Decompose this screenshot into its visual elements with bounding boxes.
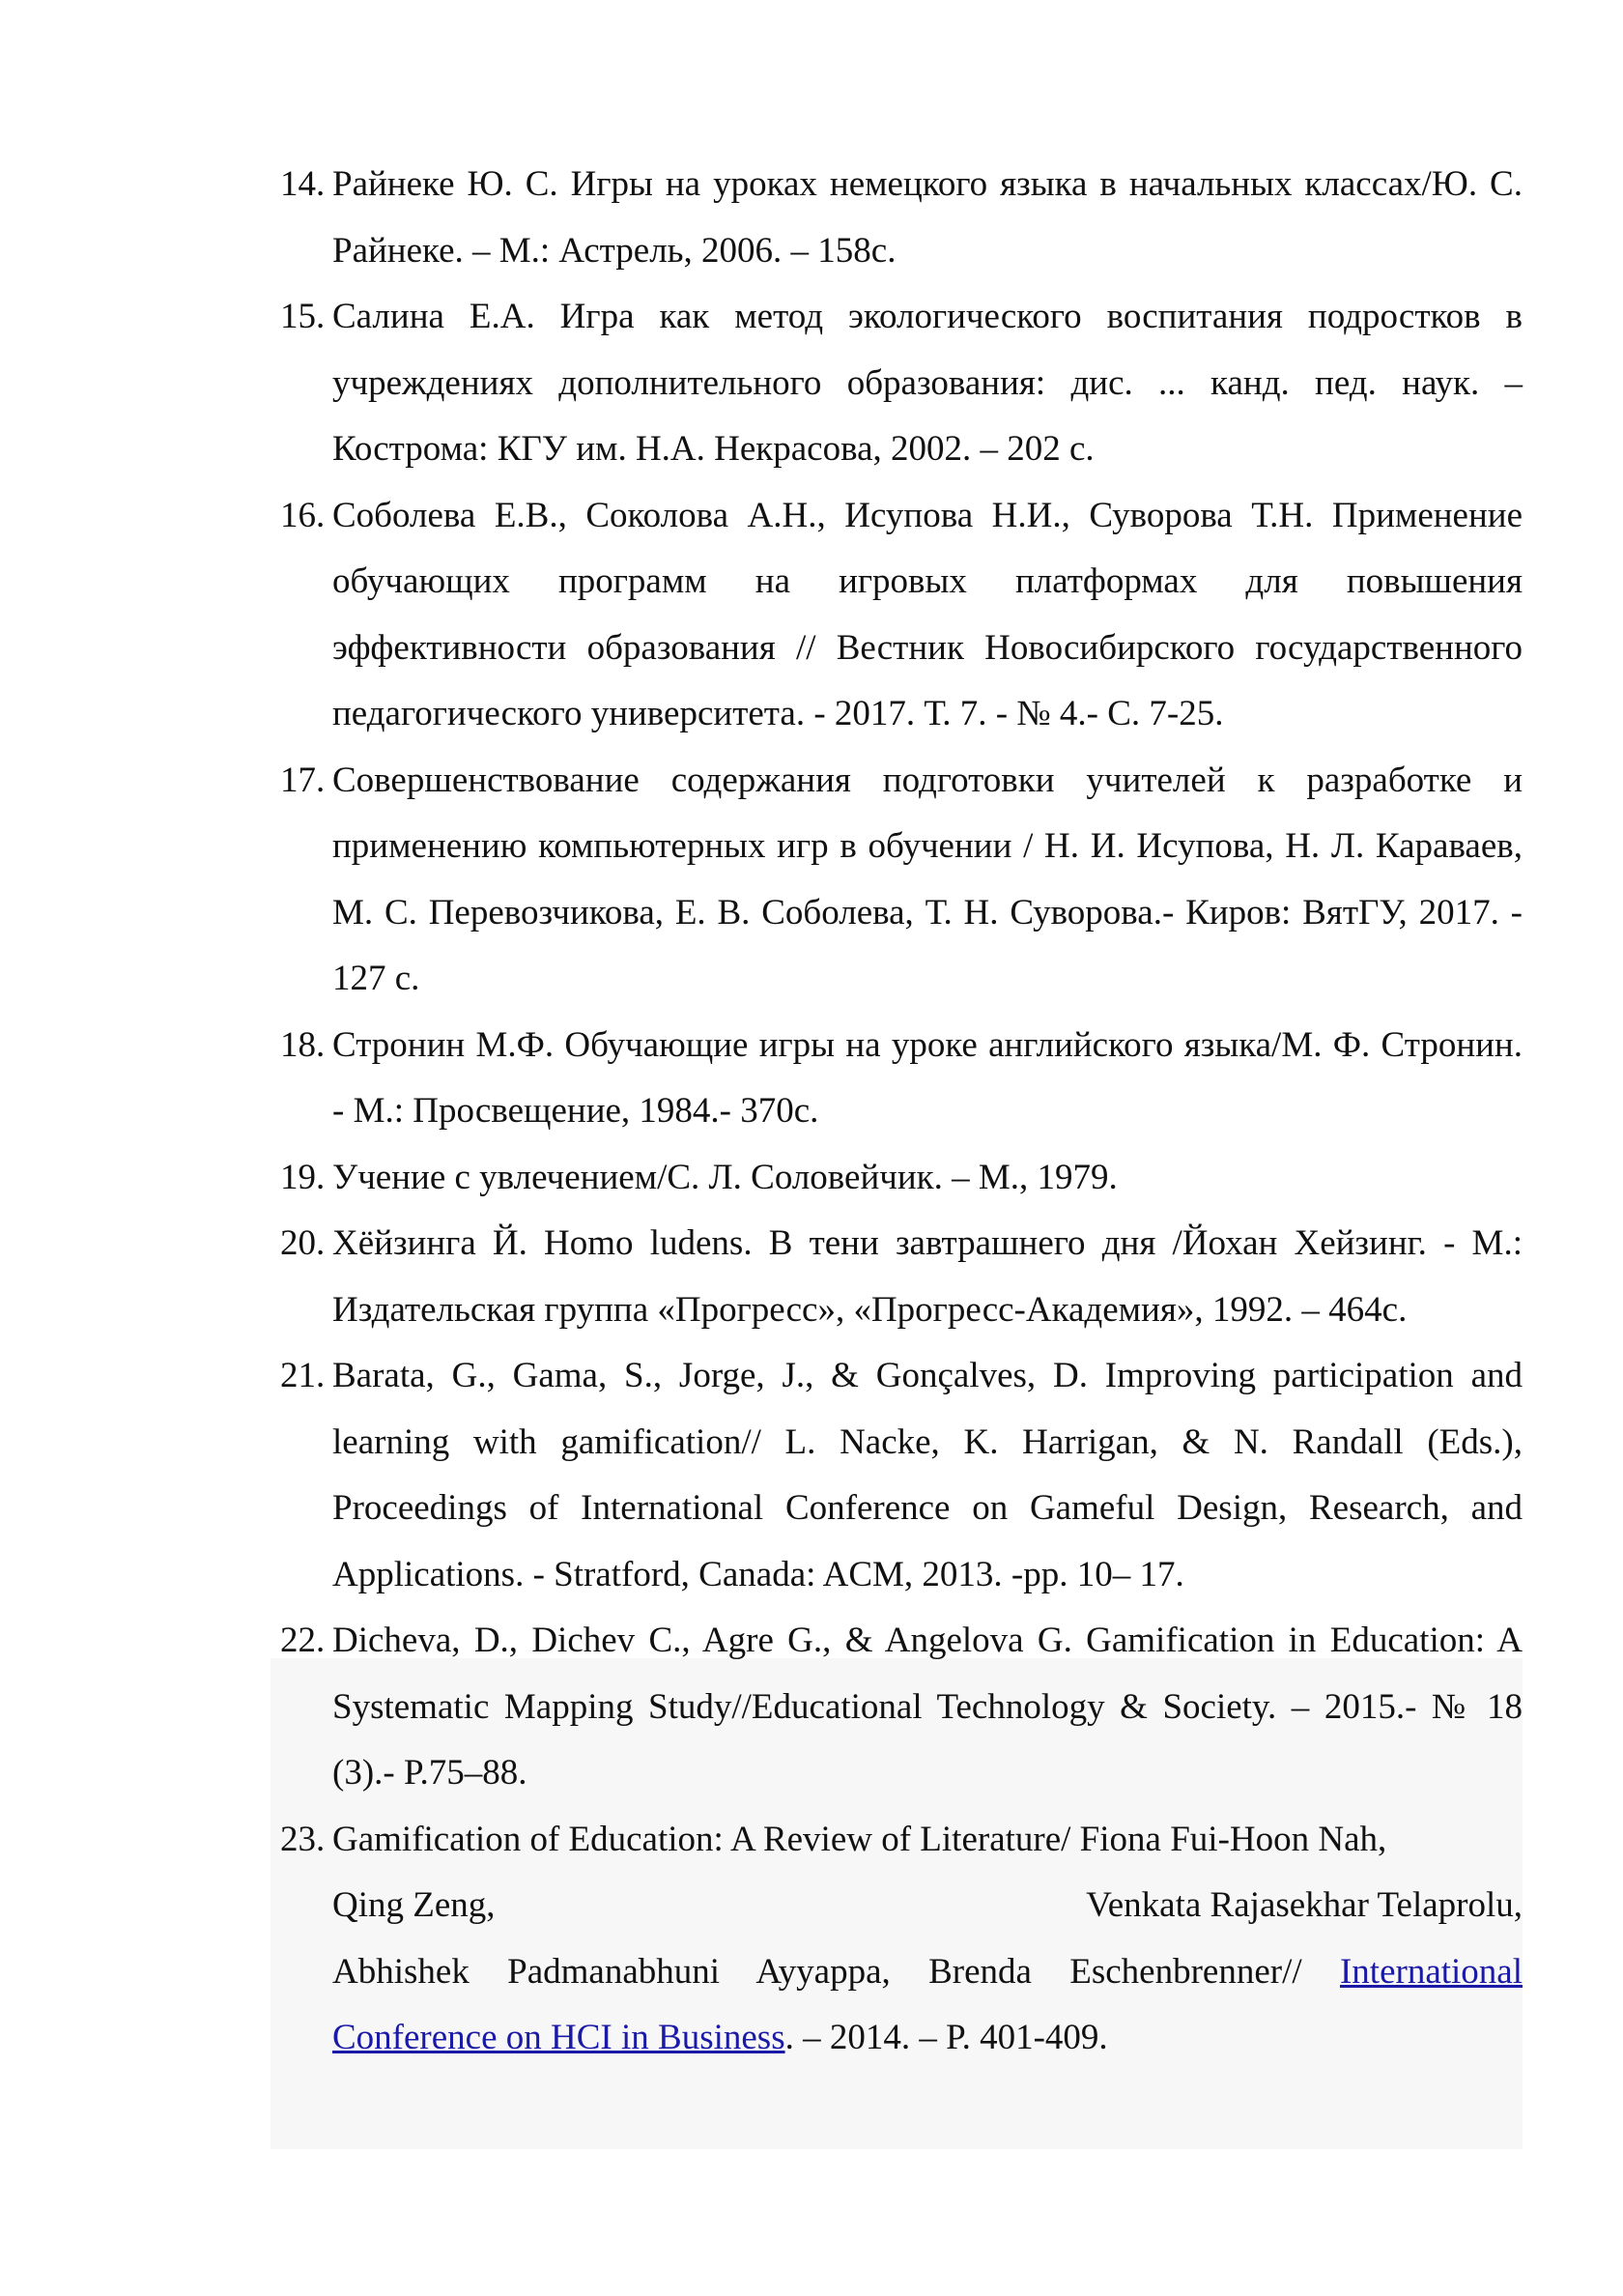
reference-number: 16.	[280, 495, 326, 535]
reference-text: Abhishek Padmanabhuni Ayyappa, Brenda Eschenbrenner//	[332, 1951, 1340, 1992]
reference-number: 17.	[280, 760, 326, 800]
list-item	[280, 748, 1523, 1013]
reference-list	[280, 152, 1523, 2072]
reference-text: Совершенствование содержания подготовки учителей к разработке и применению компьютерных игр в обучении / Н. И. Исупова, Н. Л. Караваев, М. С. Перевозчикова, Е. В. Соболева, Т. Н. Суворова.- Киров: ВятГУ, 2017. - 127 с.	[332, 760, 1523, 998]
reference-number: 20.	[280, 1223, 326, 1263]
reference-text: . – 2014. – P. 401-409.	[784, 2018, 1108, 2057]
reference-text: Соболева Е.В., Соколова А.Н., Исупова Н.И., Суворова Т.Н. Применение обучающих программ на игровых платформах для повышения эффективности образования // Вестник Новосибирского государственного педагогического университета. - 2017. Т. 7. - № 4.- С. 7-25.	[332, 495, 1523, 733]
reference-text: Хёйзинга Й. Homo ludens. В тени завтрашнего дня /Йохан Хейзинг. - М.: Издательская группа «Прогресс», «Прогресс-Академия», 1992. – 464с.	[332, 1223, 1523, 1330]
reference-number: 18.	[280, 1024, 326, 1065]
list-item	[280, 1343, 1523, 1608]
list-item	[280, 1211, 1523, 1343]
conference-link[interactable]: International Conference on HCI in Business	[332, 1951, 1523, 2057]
reference-text: Салина Е.А. Игра как метод экологического воспитания подростков в учреждениях дополнительного образования: дис. ... канд. пед. наук. – Кострома: КГУ им. Н.А. Некрасова, 2002. – 202 с.	[332, 297, 1523, 469]
list-item	[280, 1608, 1523, 1807]
reference-text: Учение с увлечением/С. Л. Соловейчик. – М., 1979.	[332, 1157, 1118, 1197]
reference-text: Dicheva, D., Dichev C., Agre G., & Angelova G. Gamification in Education: A Systematic Mapping Study//Educational Technology & Society. – 2015.- № 18 (3).- P.75–88.	[332, 1621, 1523, 1793]
reference-text: Райнеке Ю. С. Игры на уроках немецкого языка в начальных классах/Ю. С. Райнеке. – М.: Астрель, 2006. – 158с.	[332, 164, 1523, 271]
reference-text: Стронин М.Ф. Обучающие игры на уроке английского языка/М. Ф. Стронин. - М.: Просвещение, 1984.- 370с.	[332, 1024, 1523, 1131]
reference-number: 15.	[280, 297, 326, 336]
list-item	[280, 483, 1523, 748]
reference-number: 22.	[280, 1621, 326, 1660]
list-item	[280, 284, 1523, 483]
reference-number: 14.	[280, 164, 326, 204]
reference-line	[332, 1939, 1523, 2072]
reference-line	[332, 1873, 1523, 1939]
list-item	[280, 1807, 1523, 2072]
reference-line	[332, 1807, 1523, 1874]
list-item	[280, 1013, 1523, 1145]
reference-text: Barata, G., Gama, S., Jorge, J., & Gonçalves, D. Improving participation and learning with gamification// L. Nacke, K. Harrigan, & N. Randall (Eds.), Proceedings of International Conference on Gameful Design, Research, and Applications. - Stratford, Canada: ACM, 2013. -pp. 10– 17.	[332, 1356, 1523, 1594]
reference-number: 21.	[280, 1356, 326, 1395]
author-name: Qing Zeng,	[332, 1885, 496, 1925]
reference-text: Gamification of Education: A Review of Literature/ Fiona Fui-Hoon Nah,	[332, 1819, 1387, 1859]
list-item	[280, 1145, 1523, 1212]
author-name: Venkata Rajasekhar Telaprolu,	[1086, 1885, 1523, 1925]
reference-number: 23.	[280, 1819, 326, 1859]
list-item	[280, 152, 1523, 284]
reference-number: 19.	[280, 1157, 326, 1197]
